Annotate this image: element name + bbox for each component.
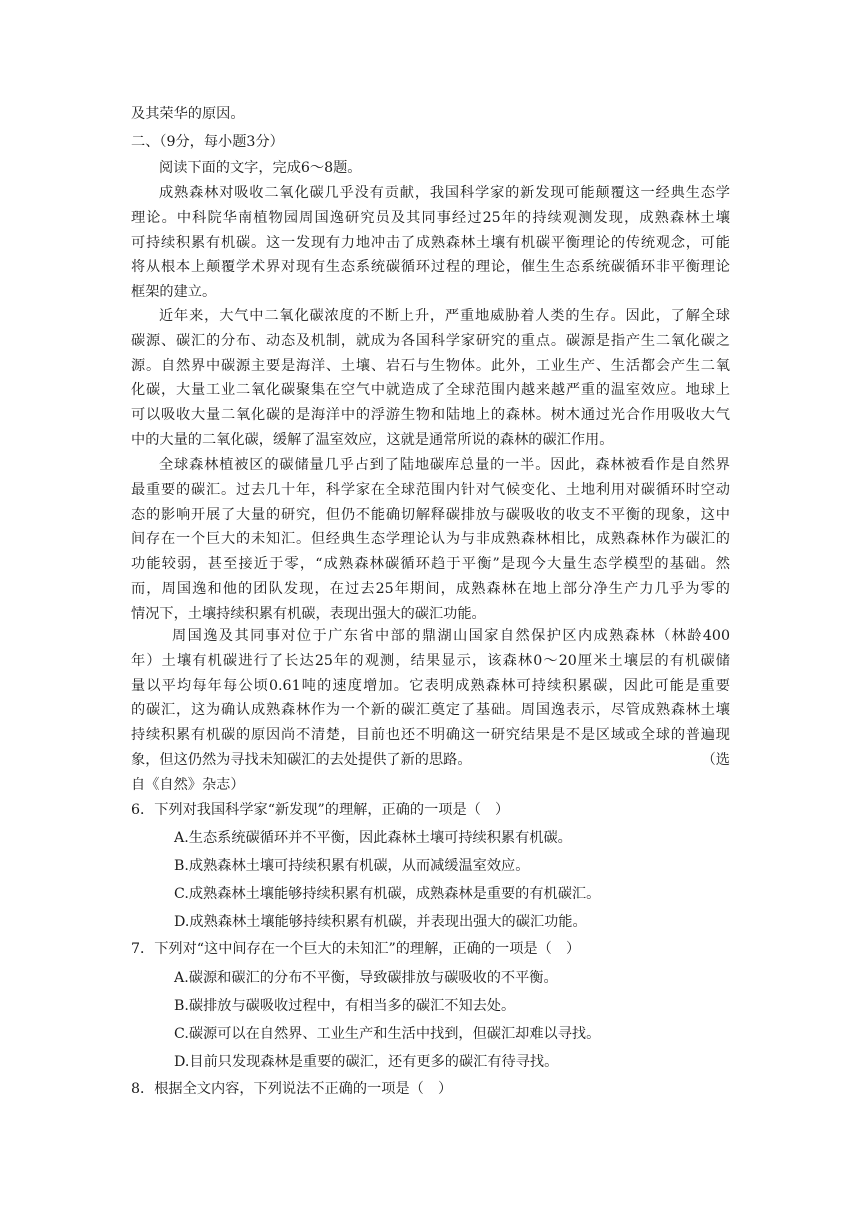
passage-line: 框架的建立。 [131, 284, 217, 301]
question-6-option-d: D.成熟森林土壤能够持续积累有机碳，并表现出强大的碳汇功能。 [174, 914, 587, 930]
question-7-stem: 7．下列对“这中间存在一个巨大的未知汇”的理解，正确的一项是（ ） [131, 941, 581, 957]
source-citation-start: （选 [701, 751, 730, 768]
passage-paragraph-1 [131, 181, 730, 305]
passage-line: 成熟森林对吸收二氧化碳几乎没有贡献，我国科学家的新发现可能颠覆这一经典生态学 [159, 185, 730, 201]
intro-tail [131, 102, 730, 127]
passage-line: 的碳汇，这为确认成熟森林作为一个新的碳汇奠定了基础。周国逸表示，尽管成熟森林土壤 [131, 702, 730, 719]
passage-line: 间存在一个巨大的未知汇。但经典生态学理论认为与非成熟森林相比，成熟森林作为碳汇的 [131, 531, 730, 548]
section-header [131, 130, 730, 155]
question-6-stem: 6．下列对我国科学家“新发现”的理解，正确的一项是（ ） [131, 802, 510, 818]
passage-line: 碳源、碳汇的分布、动态及机制，就成为各国科学家研究的重点。碳源是指产生二氧化碳之 [131, 332, 730, 349]
passage-line: 持续积累有机碳的原因尚不清楚，目前也还不明确这一研究结果是不是区域或全球的普遍现 [131, 727, 730, 744]
passage-line: 而，周国逸和他的团队发现，在过去25年期间，成熟森林在地上部分净生产力几乎为零的 [131, 580, 730, 597]
passage-line: 可持续积累有机碳。这一发现有力地冲击了成熟森林土壤有机碳平衡理论的传统观念，可能 [131, 234, 730, 251]
passage-line: 象，但这仍然为寻找未知碳汇的去处提供了新的思路。 [131, 751, 472, 768]
passage-paragraph-3 [131, 453, 730, 627]
question-7-option-a: A.碳源和碳汇的分布不平衡，导致碳排放与碳吸收的不平衡。 [174, 970, 558, 986]
passage-paragraph-4 [131, 624, 730, 798]
passage-line: 最重要的碳汇。过去几十年，科学家在全球范围内针对气候变化、土地利用对碳循环时空动 [131, 481, 730, 498]
source-citation-end: 自《自然》杂志） [131, 776, 245, 793]
passage-line: 可以吸收大量二氧化碳的是海洋中的浮游生物和陆地上的森林。树木通过光合作用吸收大气 [131, 407, 730, 424]
passage-line: 中的大量的二氧化碳，缓解了温室效应，这就是通常所说的森林的碳汇作用。 [131, 431, 614, 448]
question-7-option-b: B.碳排放与碳吸收过程中，有相当多的碳汇不知去处。 [174, 998, 516, 1014]
passage-paragraph-2 [131, 304, 730, 453]
passage-line: 源。自然界中碳源主要是海洋、土壤、岩石与生物体。此外，工业生产、生活都会产生二氧 [131, 357, 730, 374]
passage-line: 全球森林植被区的碳储量几乎占到了陆地碳库总量的一半。因此，森林被看作是自然界 [159, 457, 730, 473]
passage-line: 化碳，大量工业二氧化碳聚集在空气中就造成了全球范围内越来越严重的温室效应。地球上 [131, 382, 730, 399]
question-7-option-c: C.碳源可以在自然界、工业生产和生活中找到，但碳汇却难以寻找。 [174, 1026, 601, 1042]
passage-line: 近年来，大气中二氧化碳浓度的不断上升，严重地威胁着人类的生存。因此，了解全球 [159, 308, 730, 324]
question-7-option-d: D.目前只发现森林是重要的碳汇，还有更多的碳汇有待寻找。 [174, 1054, 559, 1070]
question-6-option-b: B.成熟森林土壤可持续积累有机碳，从而减缓温室效应。 [174, 858, 530, 874]
instruction [131, 156, 730, 181]
passage-line: 量以平均每年每公顷0.61吨的速度增加。它表明成熟森林可持续积累碳，因此可能是重要 [131, 677, 730, 694]
passage-line: 情况下，土壤持续积累有机碳，表现出强大的碳汇功能。 [131, 605, 486, 622]
passage-line: 理论。中科院华南植物园周国逸研究员及其同事经过25年的持续观测发现，成熟森林土壤 [131, 209, 730, 226]
section-header-text: 二、（9分，每小题3分） [131, 134, 284, 150]
intro-tail-text: 及其荣华的原因。 [131, 106, 245, 122]
question-8-stem: 8．根据全文内容，下列说法不正确的一项是（ ） [131, 1081, 453, 1097]
passage-line: 周国逸及其同事对位于广东省中部的鼎湖山国家自然保护区内成熟森林（林龄400 [172, 628, 730, 644]
passage-line: 年）土壤有机碳进行了长达25年的观测，结果显示，该森林0～20厘米土壤层的有机碳储 [131, 652, 730, 669]
passage-line: 功能较弱，甚至接近于零，“成熟森林碳循环趋于平衡”是现今大量生态学模型的基础。然 [131, 556, 730, 573]
passage-line-with-source [131, 748, 730, 773]
question-6-option-c: C.成熟森林土壤能够持续积累有机碳，成熟森林是重要的有机碳汇。 [174, 886, 601, 902]
passage-line: 态的影响开展了大量的研究，但仍不能确切解释碳排放与碳吸收的收支不平衡的现象，这中 [131, 506, 730, 523]
passage-line: 将从根本上颠覆学术界对现有生态系统碳循环过程的理论，催生生态系统碳循环非平衡理论 [131, 259, 730, 276]
instruction-text: 阅读下面的文字，完成6～8题。 [159, 160, 362, 176]
question-6-option-a: A.生态系统碳循环并不平衡，因此森林土壤可持续积累有机碳。 [174, 830, 572, 846]
